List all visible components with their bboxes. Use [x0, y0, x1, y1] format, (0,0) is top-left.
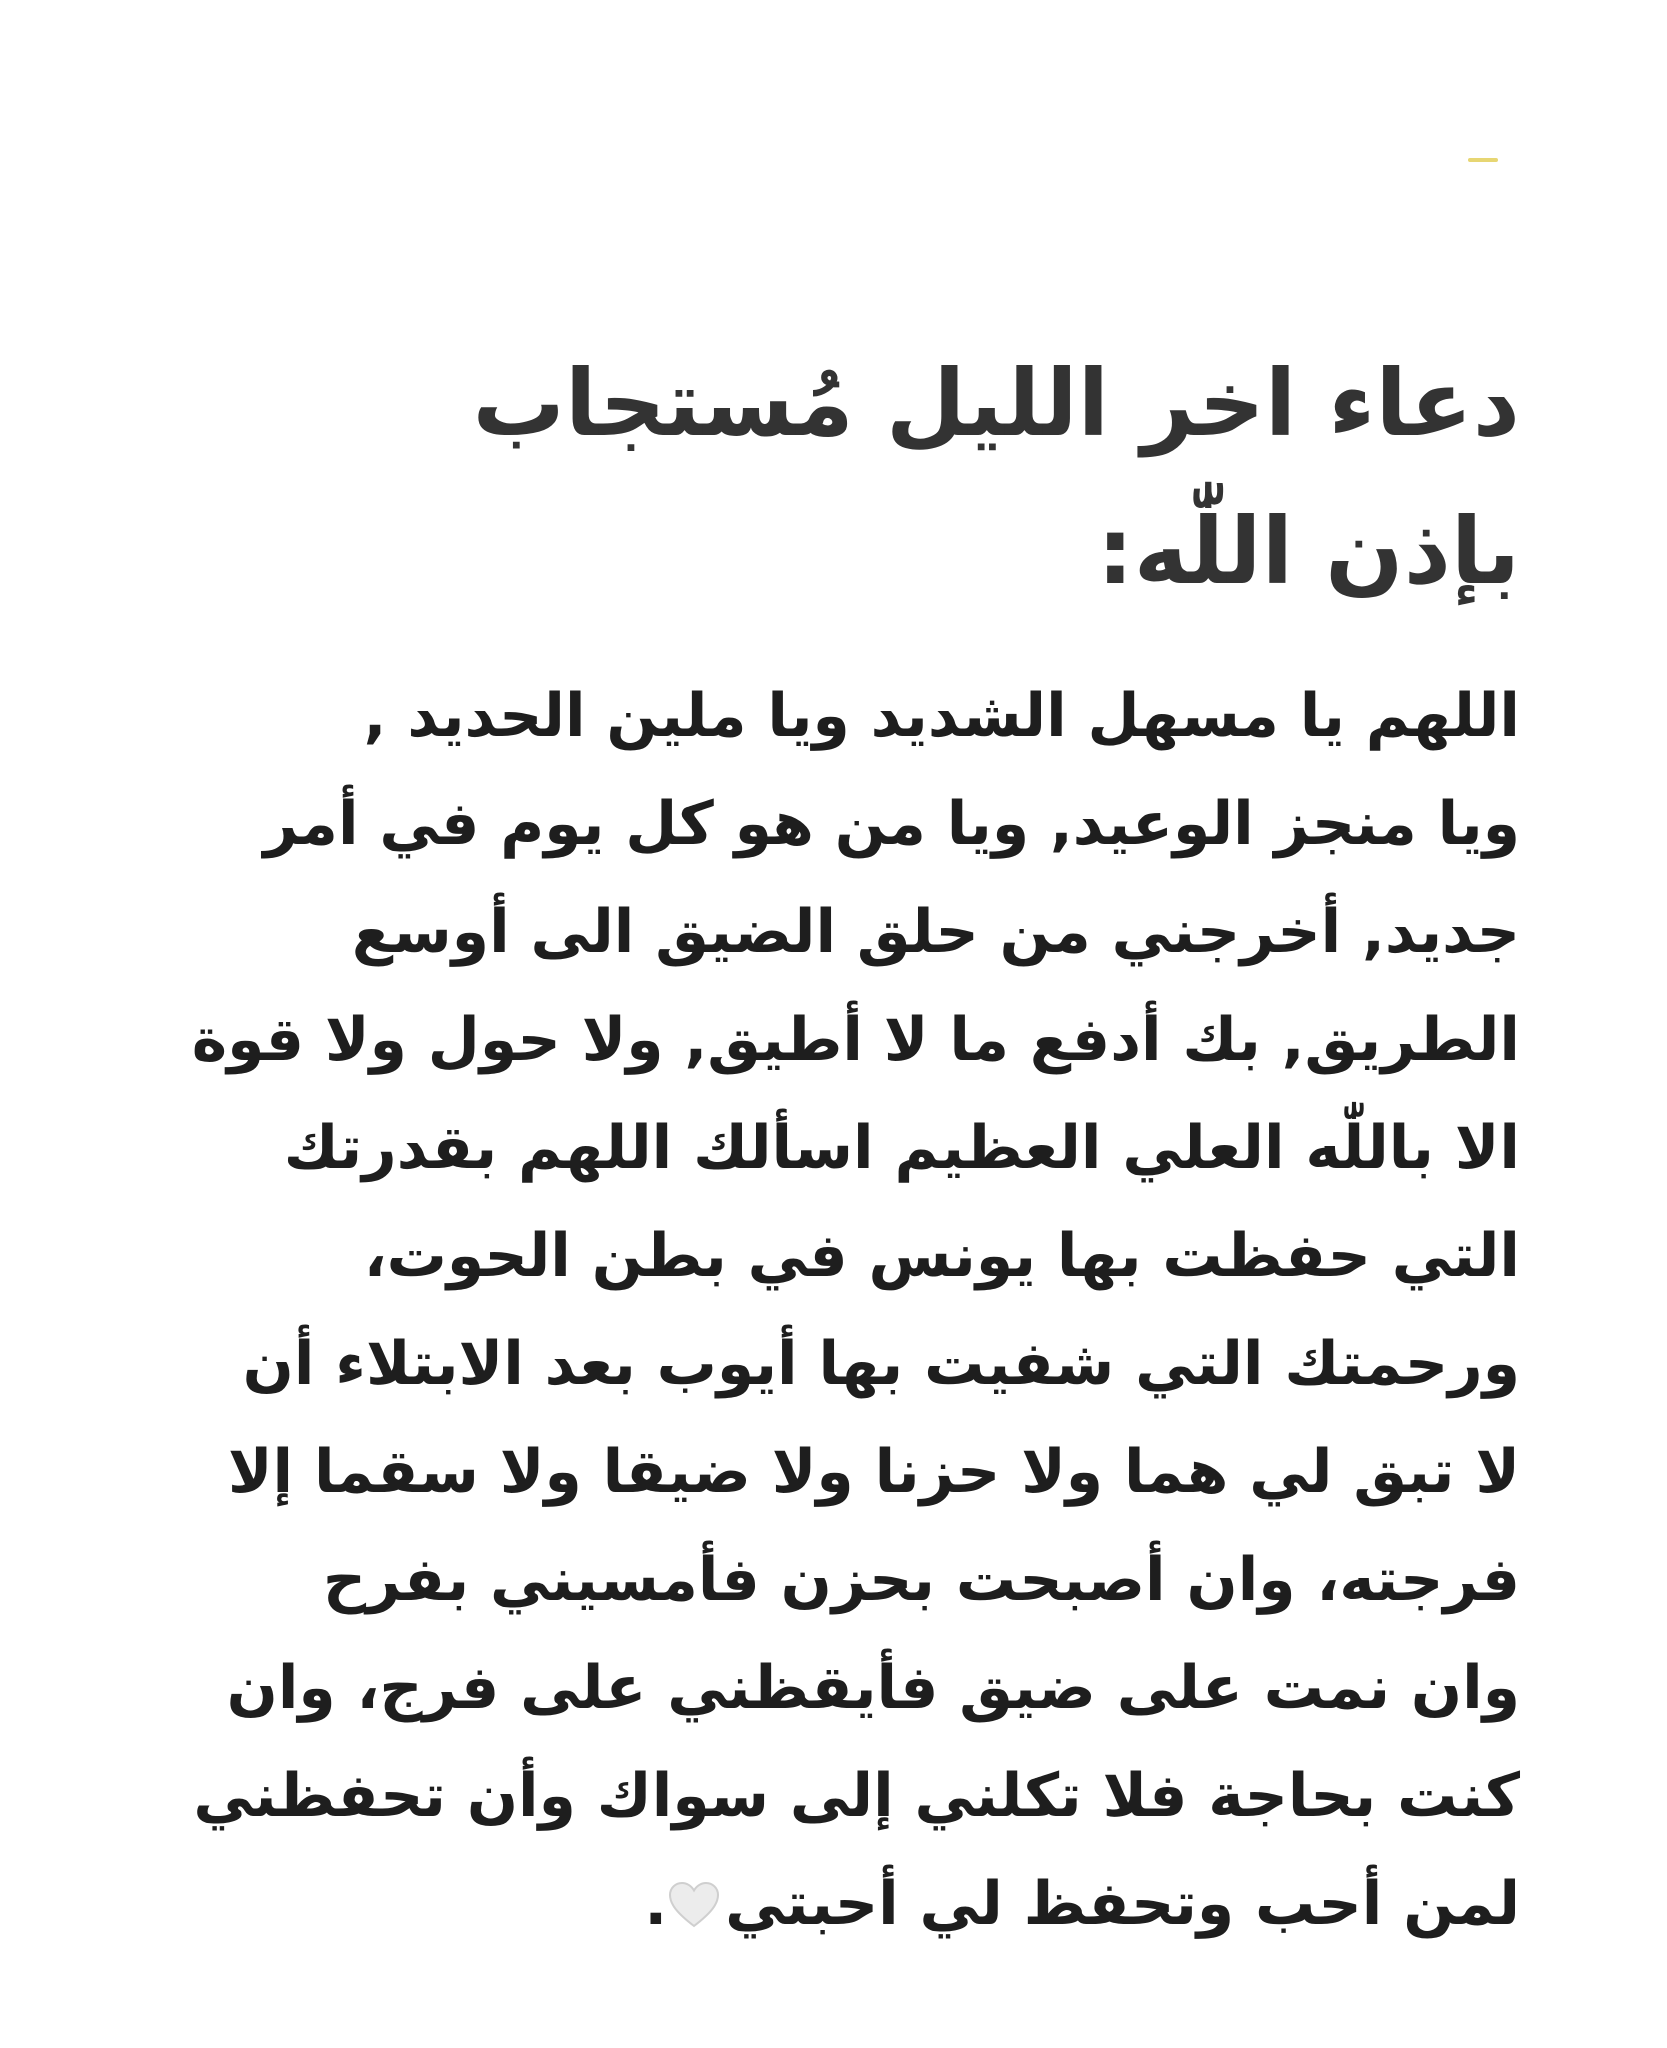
prayer-line-2: ويا منجز الوعيد, ويا من هو كل يوم في أمر: [263, 789, 1520, 859]
prayer-line-11: كنت بحاجة فلا تكلني إلى سواك وأن تحفظني: [193, 1761, 1520, 1831]
prayer-line-10: وان نمت على ضيق فأيقظني على فرج، وان: [226, 1653, 1520, 1723]
prayer-text: [150, 662, 1520, 1958]
white-heart-icon: [667, 1856, 721, 1906]
prayer-line-12: [150, 1850, 1520, 1958]
title-line-2: بإذن اللّٰه:: [1096, 498, 1520, 605]
prayer-line-9: فرجته، وان أصبحت بحزن فأمسيني بفرح: [322, 1545, 1520, 1615]
end-dot: .: [644, 1869, 668, 1939]
document-page: [150, 330, 1520, 1958]
decorative-dash: [1468, 158, 1498, 162]
page-title: [150, 330, 1520, 626]
prayer-line-8: لا تبق لي هما ولا حزنا ولا ضيقا ولا سقما إلا: [227, 1437, 1520, 1507]
prayer-line-3: جديد, أخرجني من حلق الضيق الى أوسع: [351, 897, 1520, 967]
prayer-line-6: التي حفظت بها يونس في بطن الحوت،: [363, 1221, 1520, 1291]
title-line-1: دعاء اخر الليل مُستجاب: [472, 350, 1520, 457]
prayer-line-12-text: لمن أحب وتحفظ لي أحبتي: [725, 1869, 1520, 1939]
prayer-line-7: ورحمتك التي شفيت بها أيوب بعد الابتلاء أن: [242, 1329, 1520, 1399]
prayer-line-5: الا باللّٰه العلي العظيم اسألك اللهم بقدرتك: [283, 1113, 1520, 1183]
prayer-line-1: اللهم يا مسهل الشديد ويا ملين الحديد ,: [363, 681, 1520, 751]
prayer-line-4: الطريق, بك أدفع ما لا أطيق, ولا حول ولا قوة: [191, 1005, 1520, 1075]
